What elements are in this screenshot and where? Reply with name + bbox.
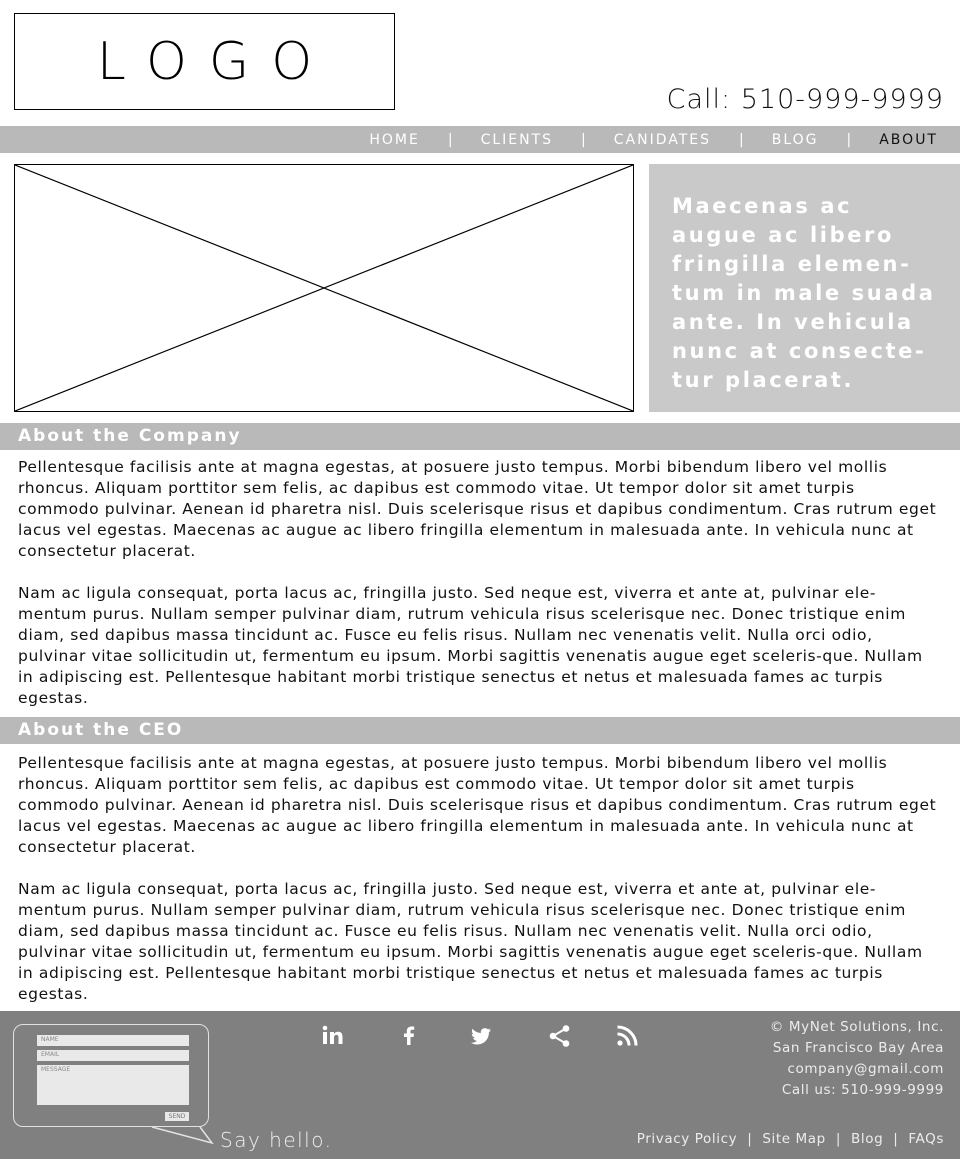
email-field[interactable]: EMAIL bbox=[37, 1050, 189, 1061]
nav-item-blog[interactable]: BLOG bbox=[771, 131, 819, 148]
main-nav bbox=[0, 126, 960, 153]
company-location: San Francisco Bay Area bbox=[772, 1040, 944, 1056]
site-map-link[interactable]: Site Map bbox=[762, 1131, 826, 1147]
hero-image-placeholder bbox=[14, 164, 634, 412]
section-title: About the Company bbox=[18, 426, 242, 446]
logo-box[interactable] bbox=[14, 13, 395, 110]
logo: LOGO bbox=[96, 31, 335, 92]
speech-bubble-tail bbox=[150, 1125, 216, 1145]
section-header-ceo bbox=[0, 717, 960, 744]
message-field[interactable]: MESSAGE bbox=[37, 1065, 189, 1105]
send-button[interactable]: SEND bbox=[165, 1112, 189, 1121]
company-phone: Call us: 510-999-9999 bbox=[781, 1082, 944, 1098]
twitter-icon[interactable] bbox=[468, 1023, 494, 1049]
ceo-paragraph-2: Nam ac ligula consequat, porta lacus ac, fringilla justo. Sed neque est, viverra et ante at, pulvinar ele-mentum purus. Nullam semper pulvinar diam, rutrum vehicula risus scelerisque nec. Donec tristique enim diam, sed dapibus massa tincidunt ac. Fusce eu felis risus. Nullam nec venenatis velit. Nulla orci odio, pulvinar vitae sollicitudin ut, fermentum eu ipsum. Morbi sagittis venenatis augue eget sceleris-que. Nullam in adipiscing est. Pellentesque habitant morbi tristique senectus et netus et malesuada fames ac turpis egestas. bbox=[18, 880, 923, 1003]
section-header-company bbox=[0, 423, 960, 450]
hero-quote: Maecenas ac augue ac libero fringilla elemen-tum in male suada ante. In vehicula nunc at consecte-tur placerat. bbox=[672, 194, 936, 392]
company-info bbox=[770, 1017, 944, 1101]
share-icon[interactable] bbox=[547, 1023, 573, 1049]
copyright-text: © MyNet Solutions, Inc. bbox=[769, 1019, 944, 1035]
faqs-link[interactable]: FAQs bbox=[908, 1131, 944, 1147]
nav-item-about[interactable]: ABOUT bbox=[879, 131, 938, 148]
privacy-policy-link[interactable]: Privacy Policy bbox=[636, 1131, 738, 1147]
rss-icon[interactable] bbox=[614, 1023, 640, 1049]
nav-separator: | bbox=[447, 131, 453, 148]
name-field[interactable]: NAME bbox=[37, 1035, 189, 1046]
nav-item-canidates[interactable]: CANIDATES bbox=[613, 131, 712, 148]
say-hello-text: Say hello. bbox=[220, 1128, 333, 1152]
section-title: About the CEO bbox=[18, 720, 184, 740]
ceo-paragraph-1: Pellentesque facilisis ante at magna egestas, at posuere justo tempus. Morbi bibendum libero vel mollis rhoncus. Aliquam porttitor sem felis, ac dapibus est commodo vitae. Ut tempor dolor sit amet turpis commodo pulvinar. Aenean id pharetra nisl. Duis scelerisque risus et dapibus condimentum. Cras rutrum eget lacus vel egestas. Maecenas ac augue ac libero fringilla elementum in malesuada ante. In vehicula nunc at consectetur placerat. bbox=[18, 754, 937, 856]
nav-item-clients[interactable]: CLIENTS bbox=[480, 131, 554, 148]
contact-form bbox=[13, 1024, 209, 1127]
blog-link[interactable]: Blog bbox=[851, 1131, 884, 1147]
facebook-icon[interactable] bbox=[396, 1023, 422, 1049]
footer-link-separator: | bbox=[893, 1131, 899, 1147]
footer-links bbox=[637, 1131, 944, 1147]
company-email[interactable]: company@gmail.com bbox=[787, 1061, 944, 1077]
footer-link-separator: | bbox=[747, 1131, 753, 1147]
footer-link-separator: | bbox=[835, 1131, 841, 1147]
company-paragraph-1: Pellentesque facilisis ante at magna egestas, at posuere justo tempus. Morbi bibendum libero vel mollis rhoncus. Aliquam porttitor sem felis, ac dapibus est commodo vitae. Ut tempor dolor sit amet turpis commodo pulvinar. Aenean id pharetra nisl. Duis scelerisque risus et dapibus condimentum. Cras rutrum eget lacus vel egestas. Maecenas ac augue ac libero fringilla elementum in malesuada ante. In vehicula nunc at consectetur placerat. bbox=[18, 458, 937, 560]
header-phone: Call: 510-999-9999 bbox=[666, 84, 944, 115]
hero-quote-box bbox=[649, 164, 960, 412]
company-paragraph-2: Nam ac ligula consequat, porta lacus ac, fringilla justo. Sed neque est, viverra et ante at, pulvinar ele-mentum purus. Nullam semper pulvinar diam, rutrum vehicula risus scelerisque nec. Donec tristique enim diam, sed dapibus massa tincidunt ac. Fusce eu felis risus. Nullam nec venenatis velit. Nulla orci odio, pulvinar vitae sollicitudin ut, fermentum eu ipsum. Morbi sagittis venenatis augue eget sceleris-que. Nullam in adipiscing est. Pellentesque habitant morbi tristique senectus et netus et malesuada fames ac turpis egestas. bbox=[18, 584, 923, 707]
footer bbox=[0, 1011, 960, 1159]
linkedin-icon[interactable] bbox=[320, 1023, 346, 1049]
nav-separator: | bbox=[846, 131, 852, 148]
nav-item-home[interactable]: HOME bbox=[369, 131, 420, 148]
nav-separator: | bbox=[739, 131, 744, 148]
nav-separator: | bbox=[581, 131, 586, 148]
